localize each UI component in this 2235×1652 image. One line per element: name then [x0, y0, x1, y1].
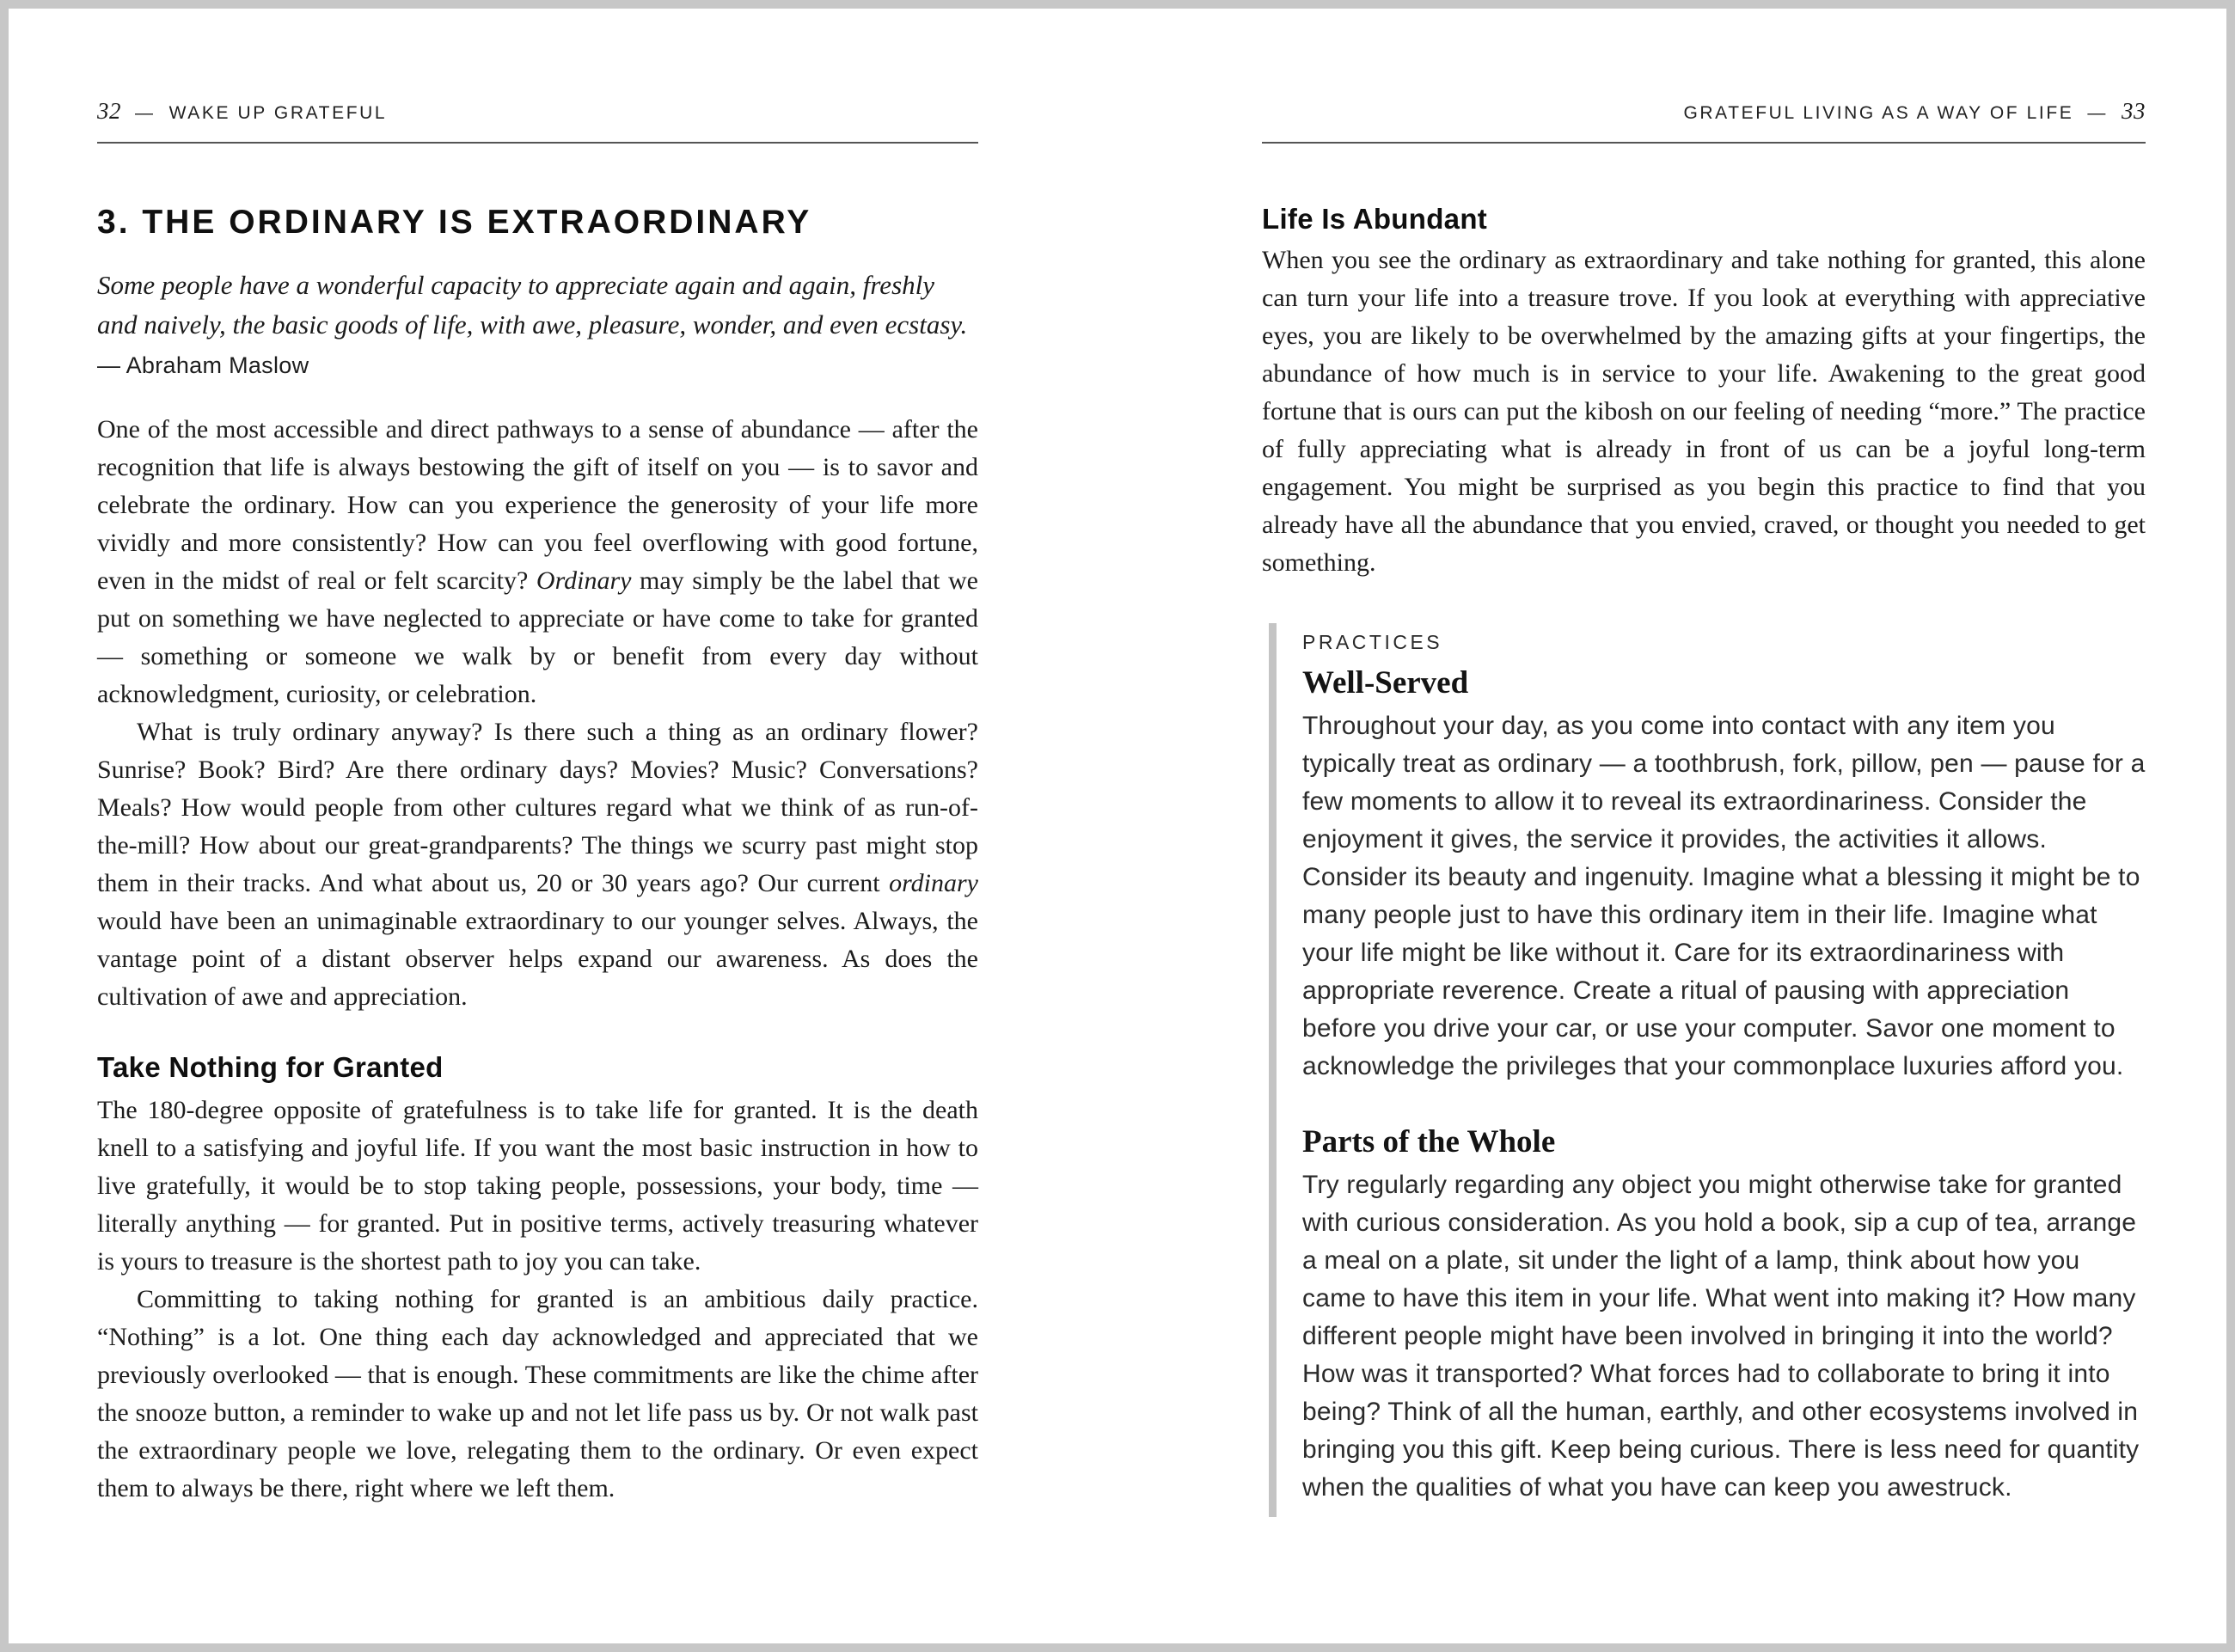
paragraph [97, 1281, 978, 1508]
practice-item [1302, 664, 2146, 1086]
paragraph [97, 1092, 978, 1281]
text-run: Committing to taking nothing for granted is an ambitious daily practice. “Nothing” is a lot. One thing each day acknowledged and appreciated that we previously overlooked — that is enough. These commitments are like the chime after the snooze button, a reminder to wake up and not let life pass us by. Or not walk past the extraordinary people we love, relegating them to the ordinary. Or even expect them to always be there, right where we left them. [97, 1285, 978, 1502]
page-number: 33 [2122, 98, 2146, 124]
page-number: 32 [97, 98, 121, 124]
practices-block [1269, 623, 2146, 1517]
paragraph: When you see the ordinary as extraordinary and take nothing for granted, this alone can turn your life into a treasure trove. If you look at everything with appreciative eyes, you are likely to be overwhelmed by the amazing gifts at your fingertips, the abundance of how much is in service to your life. Awakening to the great good fortune that is ours can put the kibosh on our feeling of needing “more.” The practice of fully appreciating what is already in front of us can be a joyful long-term engagement. You might be surprised as you begin this practice to find that you already have all the abundance that you envied, craved, or thought you needed to get something. [1262, 246, 2146, 577]
practice-item [1302, 1123, 2146, 1507]
chapter-title: GRATEFUL LIVING AS A WAY OF LIFE [1683, 103, 2074, 123]
paragraph [97, 713, 978, 1016]
practice-body: Throughout your day, as you come into contact with any item you typically treat as ordinary — a toothbrush, fork, pillow, pen — pause for a few moments to allow it to reveal its extraordinariness. Consider the enjoyment it gives, the service it provides, the activities it allows. Consider its beauty and ingenuity. Imagine what a blessing it might be to many people just to have this ordinary item in their life. Imagine what your life might be like without it. Care for its extraordinariness with appropriate reverence. Create a ritual of pausing with appreciation before you drive your car, or use your computer. Savor one moment to acknowledge the privileges that your commonplace luxuries afford you. [1302, 712, 2146, 1080]
text-run: What is truly ordinary anyway? Is there such a thing as an ordinary flower? Sunrise? Book? Bird? Are there ordinary days? Movies? Music? Conversations? Meals? How would people from other cultures regard what we think of as run-of-the-mill? How about our great-grandparents? The things we scurry past might stop them in their tracks. And what about us, 20 or 30 years ago? Our current [97, 718, 978, 897]
text-run: The 180-degree opposite of gratefulness is to take life for granted. It is the death knell to a satisfying and joyful life. If you want the most basic instruction in how to live gratefully, it would be to stop taking people, possessions, your body, time — literally anything — for granted. Put in positive terms, actively treasuring whatever is yours to treasure is the shortest path to joy you can take. [97, 1096, 978, 1276]
book-title: WAKE UP GRATEFUL [168, 103, 388, 123]
page-right [1262, 9, 2146, 1517]
epigraph [97, 266, 978, 385]
chapter-heading: 3. THE ORDINARY IS EXTRAORDINARY [97, 204, 812, 241]
running-head-left [97, 98, 978, 125]
text-run: would have been an unimaginable extraordinary to our younger selves. Always, the vantage point of a distant observer helps expand our awareness. As does the cultivation of awe and appreciation. [97, 907, 978, 1011]
italic-text-run: ordinary [889, 869, 978, 897]
practices-label: PRACTICES [1302, 631, 1443, 653]
running-head-right [1262, 98, 2146, 125]
practice-heading: Well-Served [1302, 665, 1469, 701]
header-rule [97, 142, 978, 144]
left-body [97, 411, 978, 1016]
practice-heading: Parts of the Whole [1302, 1124, 1556, 1159]
section-heading: Take Nothing for Granted [97, 1051, 444, 1083]
text-run: One of the most accessible and direct pathways to a sense of abundance — after the recognition that life is always bestowing the gift of itself on you — is to savor and celebrate the ordinary. How can you experience the generosity of your life more vividly and more consistently? How can you feel overflowing with good fortune, even in the midst of real or felt scarcity? [97, 415, 978, 595]
page-left [97, 9, 978, 1508]
paragraph [97, 411, 978, 713]
practice-body: Try regularly regarding any object you might otherwise take for granted with curious consideration. As you hold a book, sip a cup of tea, arrange a meal on a plate, sit under the light of a lamp, think about how you came to have this item in your life. What went into making it? How many different people might have been involved in bringing it into the world? How was it transported? What forces had to collaborate to bring it into being? Think of all the human, earthly, and other ecosystems involved in bringing you this gift. Keep being curious. There is less need for quantity when the qualities of what you have can keep you awestruck. [1302, 1171, 2140, 1502]
italic-text-run: Ordinary [536, 566, 632, 595]
epigraph-quote: Some people have a wonderful capacity to appreciate again and again, freshly and naively, the basic goods of life, with awe, pleasure, wonder, and even ecstasy. [97, 270, 968, 340]
section-heading: Life Is Abundant [1262, 203, 1488, 235]
text-run: may simply be the label that we put on something we have neglected to appreciate or have come to take for granted — something or someone we walk by or benefit from every day without acknowledgment, curiosity, or celebration. [97, 566, 978, 708]
header-separator: — [2087, 103, 2108, 123]
section-body [97, 1092, 978, 1508]
header-rule [1262, 142, 2146, 144]
header-separator: — [135, 103, 156, 123]
epigraph-attribution: — Abraham Maslow [97, 352, 309, 378]
